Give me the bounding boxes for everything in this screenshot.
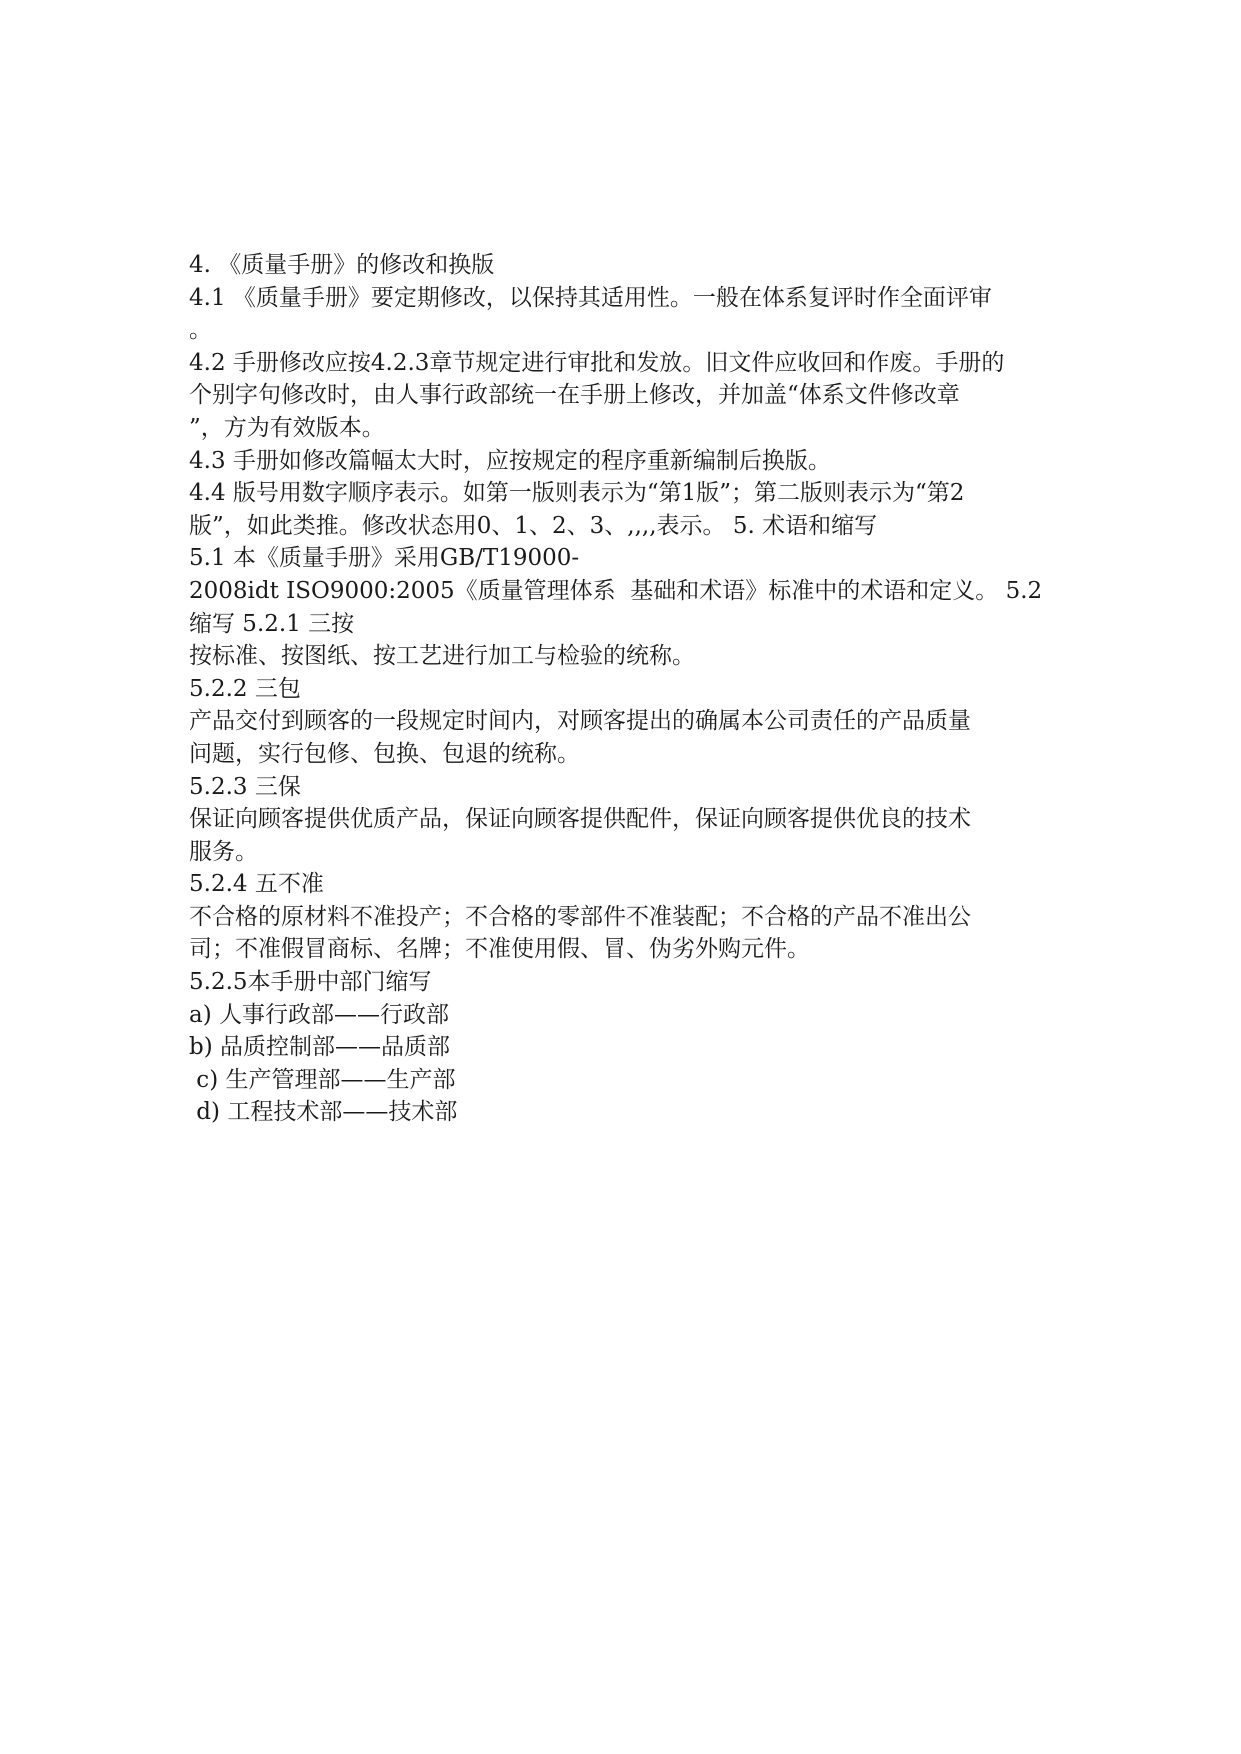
subsection-heading: 5.2.5本手册中部门缩写 [189, 969, 432, 996]
paragraph-line: 服务。 [189, 838, 258, 865]
paragraph-line: 4.2 手册修改应按4.2.3章节规定进行审批和发放。旧文件应收回和作废。手册的 [189, 349, 1005, 376]
list-item: a) 人事行政部——行政部 [189, 1001, 449, 1028]
paragraph-line: 保证向顾客提供优质产品，保证向顾客提供配件，保证向顾客提供优良的技术 [189, 806, 971, 833]
list-item: c) 生产管理部——生产部 [189, 1066, 456, 1093]
paragraph-line: 按标准、按图纸、按工艺进行加工与检验的统称。 [189, 643, 695, 670]
paragraph-line: 司；不准假冒商标、名牌；不准使用假、冒、伪劣外购元件。 [189, 936, 810, 963]
subsection-heading: 5.2.2 三包 [189, 675, 301, 702]
paragraph-line: 。 [189, 317, 212, 344]
paragraph-line: 版”，如此类推。修改状态用0、1、2、3、,,,,表示。 5. 术语和缩写 [189, 512, 878, 539]
subsection-heading: 5.2.3 三保 [189, 773, 301, 800]
list-item: b) 品质控制部——品质部 [189, 1034, 451, 1061]
paragraph-line: 4.4 版号用数字顺序表示。如第一版则表示为“第1版”；第二版则表示为“第2 [189, 480, 965, 507]
list-item: d) 工程技术部——技术部 [189, 1099, 458, 1126]
paragraph-line: 4.1 《质量手册》要定期修改，以保持其适用性。一般在体系复评时作全面评审 [189, 284, 992, 311]
paragraph-line: 问题，实行包修、包换、包退的统称。 [189, 740, 580, 767]
paragraph-line: ”，方为有效版本。 [189, 414, 385, 441]
document-body [189, 249, 1069, 1129]
paragraph-line: 个别字句修改时，由人事行政部统一在手册上修改，并加盖“体系文件修改章 [189, 382, 960, 409]
paragraph-line: 5.1 本《质量手册》采用GB/T19000- [189, 545, 580, 572]
paragraph-line: 2008idt ISO9000:2005《质量管理体系 基础和术语》标准中的术语和定义。 5.2 [189, 577, 1043, 604]
paragraph-line: 不合格的原材料不准投产；不合格的零部件不准装配；不合格的产品不准出公 [189, 903, 971, 930]
paragraph-line: 缩写 5.2.1 三按 [189, 610, 355, 637]
paragraph-line: 4.3 手册如修改篇幅太大时，应按规定的程序重新编制后换版。 [189, 447, 831, 474]
section-heading: 4. 《质量手册》的修改和换版 [189, 252, 495, 278]
subsection-heading: 5.2.4 五不准 [189, 871, 324, 898]
paragraph-line: 产品交付到顾客的一段规定时间内，对顾客提出的确属本公司责任的产品质量 [189, 708, 971, 735]
